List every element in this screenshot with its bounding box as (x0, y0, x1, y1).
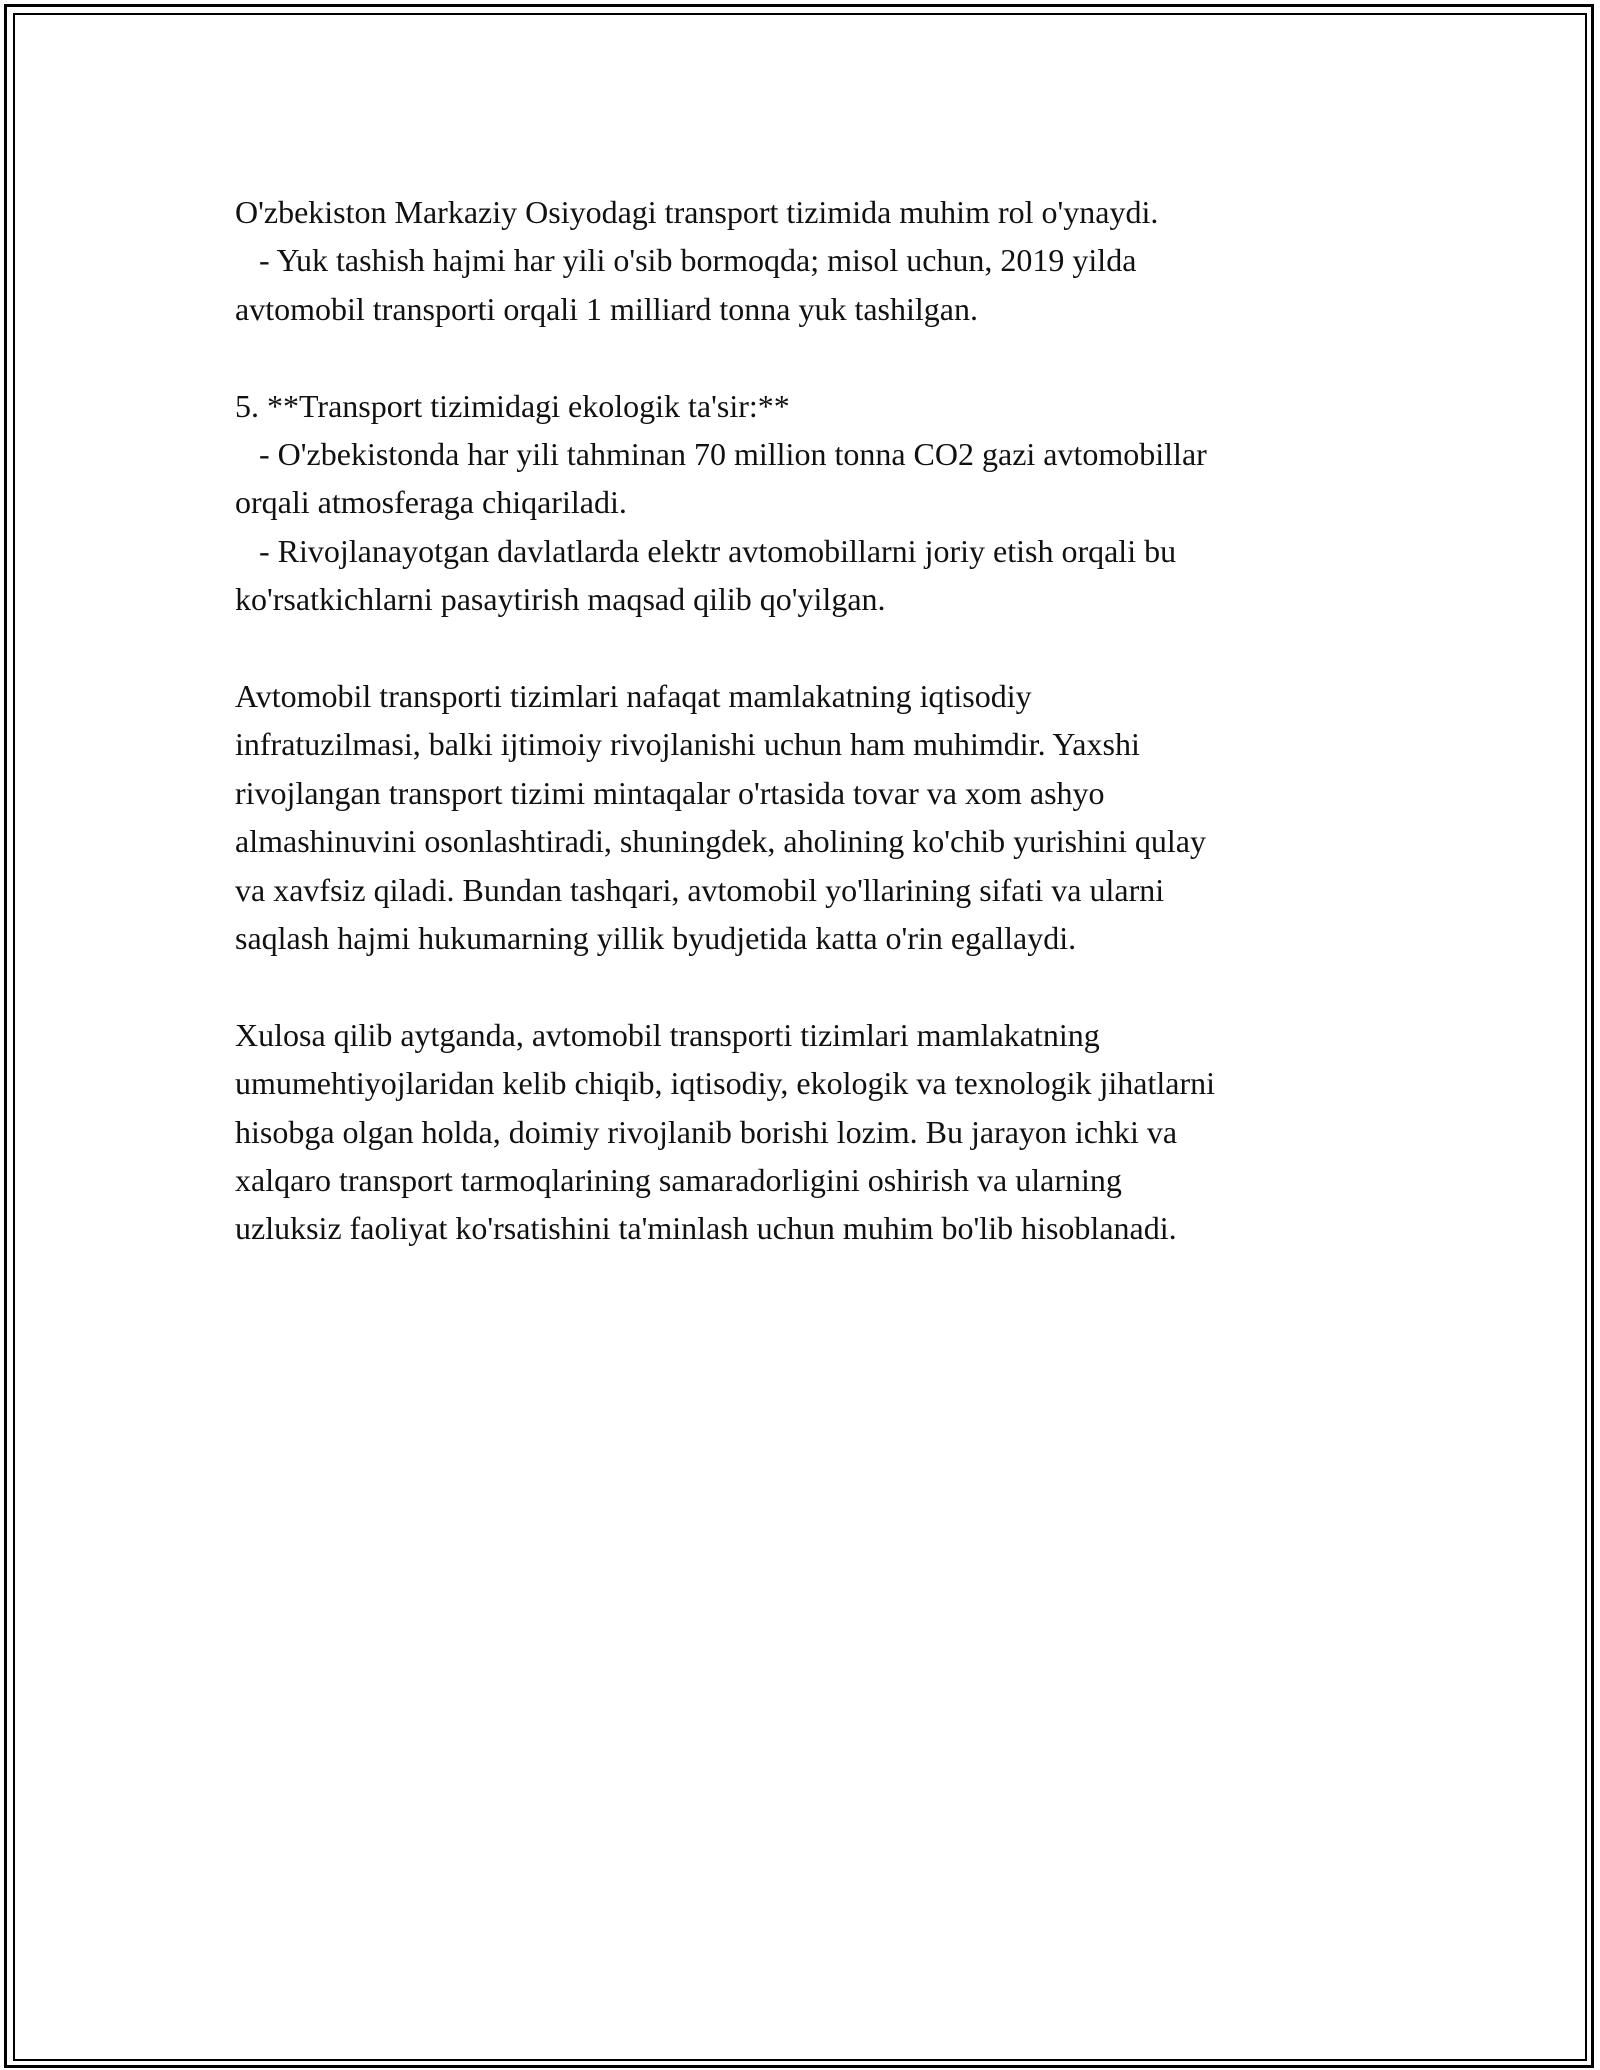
text-line: Xulosa qilib aytganda, avtomobil transporti tizimlari mamlakatning (235, 1016, 1100, 1053)
text-line: infratuzilmasi, balki ijtimoiy rivojlanishi uchun ham muhimdir. Yaxshi (235, 726, 1140, 763)
text-line: - Yuk tashish hajmi har yili o'sib bormoqda; misol uchun, 2019 yilda (235, 242, 1137, 279)
text-line: almashinuvini osonlashtiradi, shuningdek, aholining ko'chib yurishini qulay (235, 823, 1206, 860)
text-line: orqali atmosferaga chiqariladi. (235, 484, 627, 521)
text-line: saqlash hajmi hukumarning yillik byudjetida katta o'rin egallaydi. (235, 920, 1077, 957)
text-line: O'zbekiston Markaziy Osiyodagi transport tizimida muhim rol o'ynaydi. (235, 194, 1159, 230)
text-line: va xavfsiz qiladi. Bundan tashqari, avtomobil yo'llarining sifati va ularni (235, 871, 1165, 908)
text-line: - Rivojlanayotgan davlatlarda elektr avtomobillarni joriy etish orqali bu (235, 532, 1177, 569)
text-line: rivojlangan transport tizimi mintaqalar o'rtasida tovar va xom ashyo (235, 774, 1105, 811)
section-heading: 5. **Transport tizimidagi ekologik ta'sir:** (235, 387, 790, 424)
text-line: Avtomobil transporti tizimlari nafaqat mamlakatning iqtisodiy (235, 678, 1032, 715)
text-line: hisobga olgan holda, doimiy rivojlanib borishi lozim. Bu jarayon ichki va (235, 1113, 1178, 1150)
text-line: avtomobil transporti orqali 1 milliard tonna yuk tashilgan. (235, 290, 978, 327)
text-line: - O'zbekistonda har yili tahminan 70 million tonna CO2 gazi avtomobillar (235, 436, 1207, 473)
paragraph-infrastructure (235, 672, 1375, 962)
document-body (235, 188, 1375, 1301)
text-line: ko'rsatkichlarni pasaytirish maqsad qilib qo'yilgan. (235, 581, 886, 618)
paragraph-ecology (235, 382, 1375, 624)
text-line: xalqaro transport tarmoqlarining samaradorligini oshirish va ularning (235, 1162, 1122, 1199)
text-line: umumehtiyojlaridan kelib chiqib, iqtisodiy, ekologik va texnologik jihatlarni (235, 1065, 1215, 1102)
paragraph-conclusion (235, 1011, 1375, 1253)
text-line: uzluksiz faoliyat ko'rsatishini ta'minlash uchun muhim bo'lib hisoblanadi. (235, 1210, 1177, 1247)
paragraph-intro (235, 188, 1375, 333)
